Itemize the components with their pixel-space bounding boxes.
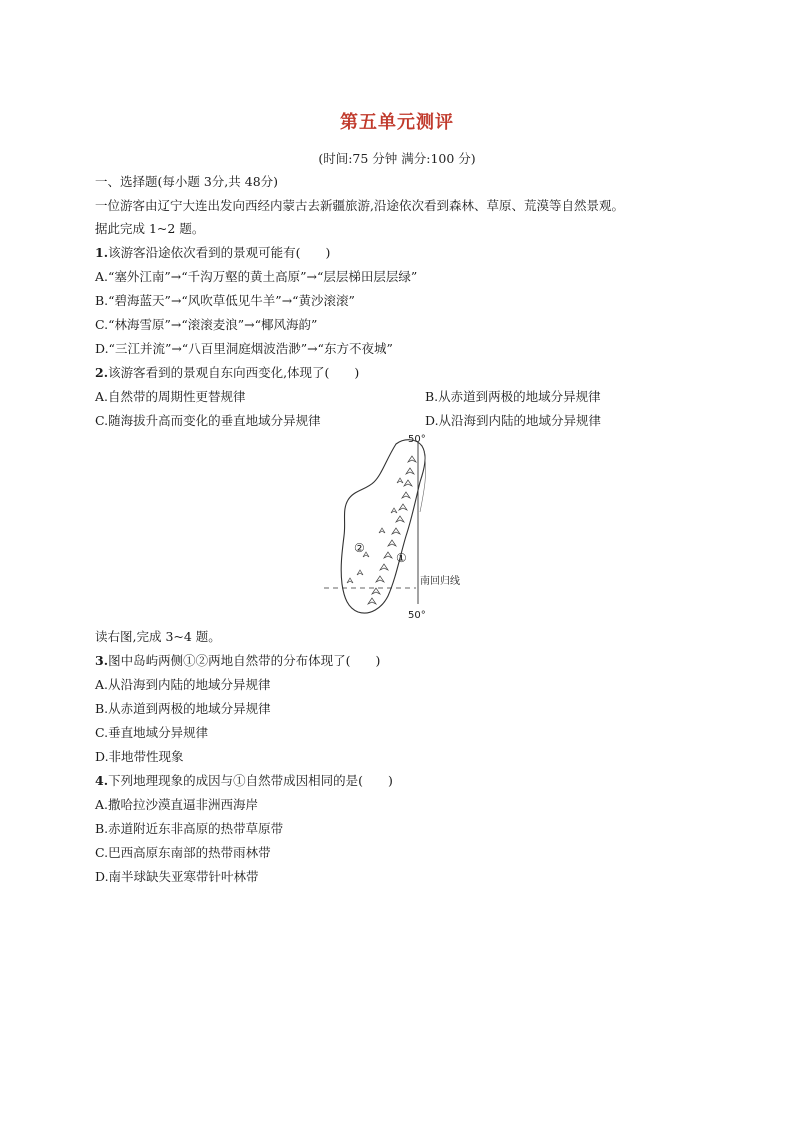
question-number: 2.	[95, 365, 109, 380]
q4-option-a: A.撒哈拉沙漠直逼非洲西海岸	[95, 797, 259, 812]
q1-option-b: B.“碧海蓝天”→“风吹草低见牛羊”→“黄沙滚滚”	[95, 293, 355, 308]
question-number: 3.	[95, 653, 109, 668]
question-number: 4.	[95, 773, 109, 788]
q4-option-c: C.巴西高原东南部的热带雨林带	[95, 845, 271, 860]
intro-text-line2: 据此完成 1~2 题。	[95, 221, 205, 236]
bottom-meridian-label: 50°	[408, 610, 426, 621]
island-outline	[341, 440, 425, 613]
question-stem: 该游客沿途依次看到的景观可能有( )	[108, 245, 331, 260]
page-title: 第五单元测评	[340, 112, 454, 133]
q4-option-d: D.南半球缺失亚寒带针叶林带	[95, 869, 259, 884]
q2-option-d: D.从沿海到内陆的地域分异规律	[425, 413, 602, 428]
q2-option-c: C.随海拔升高而变化的垂直地域分异规律	[95, 413, 321, 428]
q4-option-b: B.赤道附近东非高原的热带草原带	[95, 821, 284, 836]
section-heading: 一、选择题(每小题 3分,共 48分)	[95, 174, 279, 189]
q1-option-c: C.“林海雪原”→“滚滚麦浪”→“椰风海韵”	[95, 317, 318, 332]
region-2-label: ②	[354, 541, 365, 555]
q2-option-a: A.自然带的周期性更替规律	[95, 389, 246, 404]
question-stem: 图中岛屿两侧①②两地自然带的分布体现了( )	[108, 653, 381, 668]
island-map	[320, 432, 480, 624]
question-1	[95, 244, 330, 262]
q3-option-c: C.垂直地域分异规律	[95, 725, 209, 740]
question-number: 1.	[95, 245, 109, 260]
intro-text-line1: 一位游客由辽宁大连出发向西经内蒙古去新疆旅游,沿途依次看到森林、草原、荒漠等自然景观。	[95, 198, 624, 213]
exam-info: (时间:75 分钟 满分:100 分)	[318, 151, 476, 166]
tropic-label: 南回归线	[420, 576, 460, 587]
question-stem: 该游客看到的景观自东向西变化,体现了( )	[108, 365, 360, 380]
map-intro-text: 读右图,完成 3~4 题。	[95, 629, 221, 644]
question-3	[95, 652, 380, 670]
region-1-label: ①	[396, 551, 407, 565]
top-meridian-label: 50°	[408, 434, 426, 445]
question-2	[95, 364, 359, 382]
q1-option-a: A.“塞外江南”→“千沟万壑的黄土高原”→“层层梯田层层绿”	[95, 269, 418, 284]
q3-option-b: B.从赤道到两极的地域分异规律	[95, 701, 271, 716]
question-stem: 下列地理现象的成因与①自然带成因相同的是( )	[108, 773, 393, 788]
q2-option-b: B.从赤道到两极的地域分异规律	[425, 389, 601, 404]
q3-option-d: D.非地带性现象	[95, 749, 184, 764]
question-4	[95, 772, 393, 790]
q3-option-a: A.从沿海到内陆的地域分异规律	[95, 677, 271, 692]
q1-option-d: D.“三江并流”→“八百里洞庭烟波浩渺”→“东方不夜城”	[95, 341, 393, 356]
